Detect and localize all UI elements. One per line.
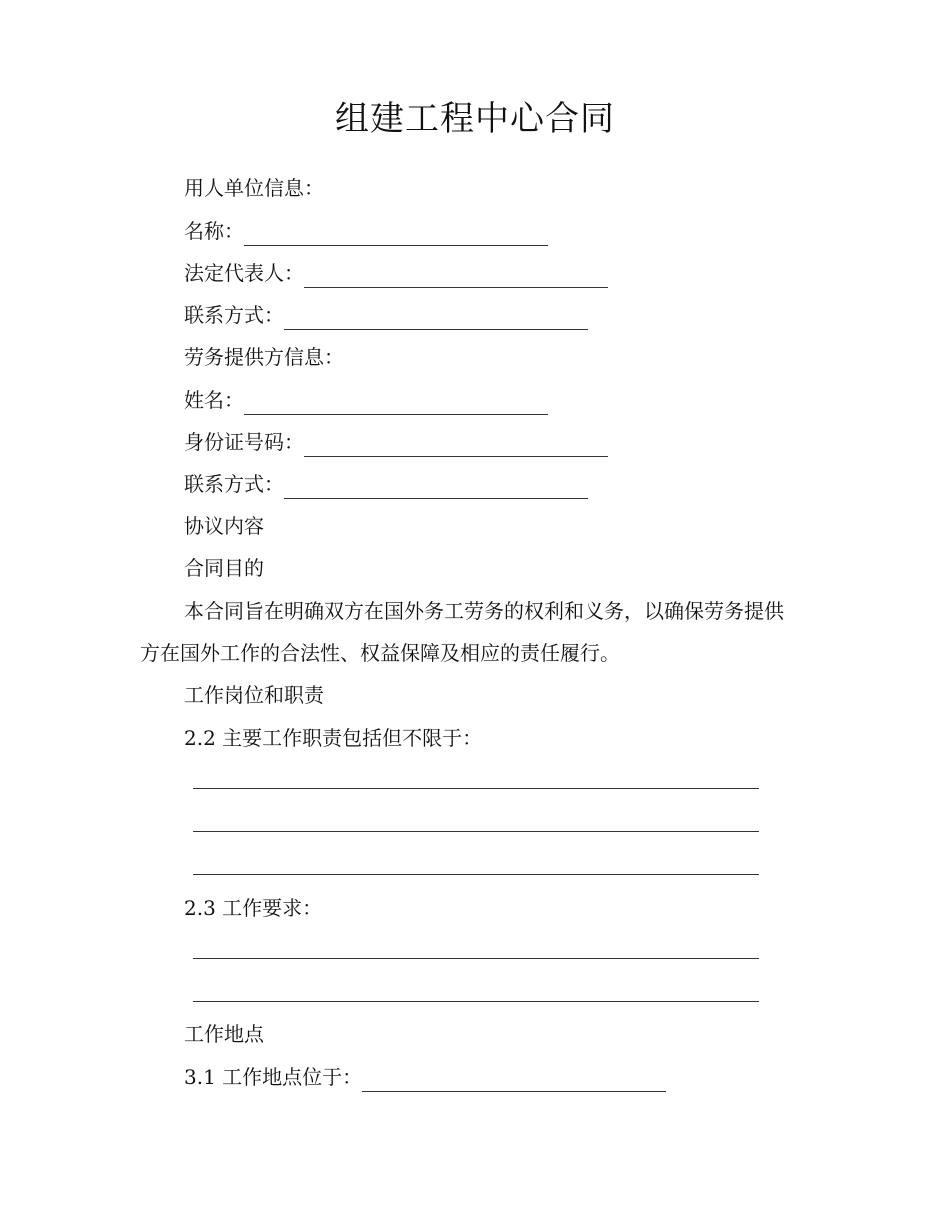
- requirements-blank-line[interactable]: [193, 1001, 759, 1002]
- provider-name-label: 姓名：: [184, 388, 244, 412]
- duties-label: 2.2 主要工作职责包括但不限于：: [184, 726, 483, 750]
- location-row: [184, 1062, 666, 1092]
- location-blank[interactable]: [362, 1069, 666, 1092]
- agreement-heading: 协议内容: [184, 514, 264, 538]
- duties-blank-line[interactable]: [193, 788, 759, 789]
- employer-contact-blank[interactable]: [284, 307, 588, 330]
- duties-blank-line[interactable]: [193, 831, 759, 832]
- purpose-paragraph: 本合同旨在明确双方在国外务工劳务的权利和义务，以确保劳务提供方在国外工作的合法性、权益保障及相应的责任履行。: [140, 599, 784, 665]
- provider-id-label: 身份证号码：: [184, 430, 304, 454]
- provider-id-row: [184, 427, 608, 457]
- provider-name-row: [184, 385, 548, 415]
- employer-heading: 用人单位信息：: [184, 176, 324, 200]
- employer-rep-blank[interactable]: [304, 265, 608, 288]
- provider-name-blank[interactable]: [244, 392, 548, 415]
- requirements-label: 2.3 工作要求：: [184, 896, 323, 920]
- employer-rep-row: [184, 258, 608, 288]
- employer-rep-label: 法定代表人：: [184, 261, 304, 285]
- employer-name-label: 名称：: [184, 219, 244, 243]
- provider-heading: 劳务提供方信息：: [184, 345, 344, 369]
- location-heading: 工作地点: [184, 1022, 264, 1046]
- provider-id-blank[interactable]: [304, 434, 608, 457]
- location-label: 3.1 工作地点位于：: [184, 1065, 363, 1089]
- requirements-blank-line[interactable]: [193, 958, 759, 959]
- provider-contact-label: 联系方式：: [184, 472, 284, 496]
- position-heading: 工作岗位和职责: [184, 683, 324, 707]
- page-title: 组建工程中心合同: [335, 99, 615, 139]
- duties-blank-line[interactable]: [193, 874, 759, 875]
- employer-contact-row: [184, 300, 588, 330]
- employer-name-row: [184, 216, 548, 246]
- employer-name-blank[interactable]: [244, 223, 548, 246]
- provider-contact-row: [184, 469, 588, 499]
- provider-contact-blank[interactable]: [284, 476, 588, 499]
- purpose-heading: 合同目的: [184, 556, 264, 580]
- employer-contact-label: 联系方式：: [184, 303, 284, 327]
